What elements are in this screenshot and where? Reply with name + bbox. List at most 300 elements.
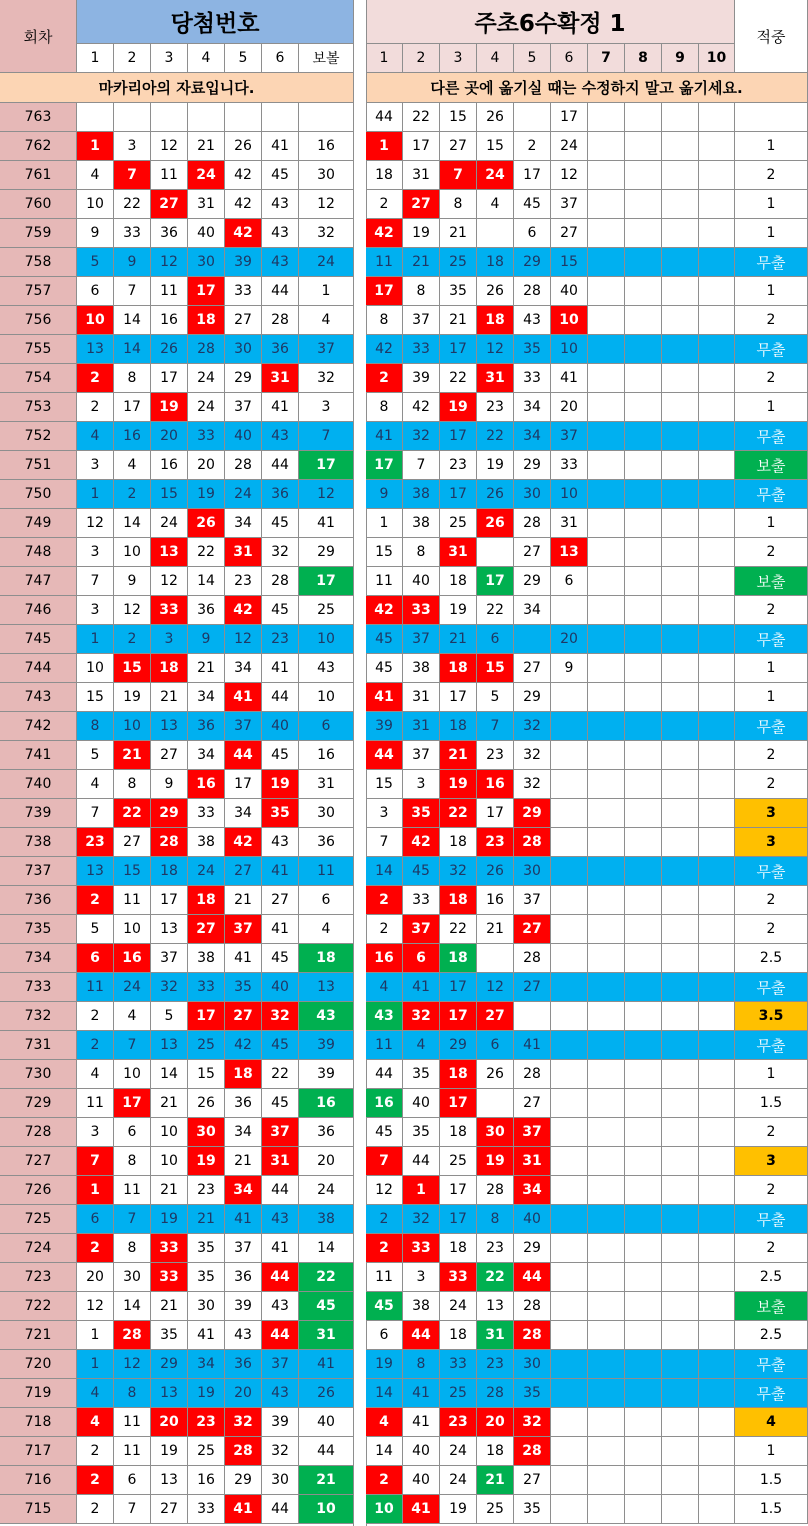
- winning-number-cell[interactable]: 13: [151, 1466, 188, 1495]
- winning-number-cell[interactable]: 12: [114, 1350, 151, 1379]
- winning-number-cell[interactable]: 44: [262, 277, 299, 306]
- pick-number-cell[interactable]: [588, 538, 625, 567]
- pick-number-cell[interactable]: 11: [366, 567, 403, 596]
- pick-number-cell[interactable]: 20: [551, 393, 588, 422]
- pick-number-cell[interactable]: [625, 915, 662, 944]
- winning-number-cell[interactable]: 17: [151, 886, 188, 915]
- pick-number-cell[interactable]: [662, 973, 699, 1002]
- pick-number-cell[interactable]: 2: [366, 1466, 403, 1495]
- winning-number-cell[interactable]: 3: [77, 1118, 114, 1147]
- winning-number-cell[interactable]: 2: [77, 1466, 114, 1495]
- pick-number-cell[interactable]: [625, 1205, 662, 1234]
- winning-number-cell[interactable]: 26: [188, 1089, 225, 1118]
- round-cell[interactable]: 750: [0, 480, 77, 509]
- hit-result-cell[interactable]: 무출: [735, 1379, 808, 1408]
- pick-number-cell[interactable]: 42: [403, 393, 440, 422]
- pick-number-cell[interactable]: [588, 509, 625, 538]
- pick-number-cell[interactable]: 29: [514, 567, 551, 596]
- pick-number-cell[interactable]: [625, 335, 662, 364]
- pick-number-cell[interactable]: [662, 1031, 699, 1060]
- pick-number-cell[interactable]: [699, 1060, 735, 1089]
- pick-number-cell[interactable]: 21: [477, 915, 514, 944]
- winning-number-cell[interactable]: 2: [77, 886, 114, 915]
- winning-number-cell[interactable]: 30: [188, 248, 225, 277]
- winning-number-cell[interactable]: 14: [188, 567, 225, 596]
- pick-number-cell[interactable]: 43: [514, 306, 551, 335]
- winning-number-cell[interactable]: 8: [114, 1379, 151, 1408]
- pick-number-cell[interactable]: 17: [551, 103, 588, 132]
- pick-number-cell[interactable]: [625, 393, 662, 422]
- pick-number-cell[interactable]: [662, 1437, 699, 1466]
- winning-number-cell[interactable]: 21: [114, 741, 151, 770]
- pick-number-cell[interactable]: [514, 625, 551, 654]
- winning-number-cell[interactable]: 43: [225, 1321, 262, 1350]
- bonus-number-cell[interactable]: 17: [299, 451, 354, 480]
- pick-number-cell[interactable]: [699, 712, 735, 741]
- winning-number-cell[interactable]: 3: [151, 625, 188, 654]
- bonus-number-cell[interactable]: 10: [299, 625, 354, 654]
- winning-number-cell[interactable]: 44: [262, 1495, 299, 1524]
- bonus-number-cell[interactable]: 24: [299, 248, 354, 277]
- bonus-number-cell[interactable]: 36: [299, 828, 354, 857]
- round-cell[interactable]: 719: [0, 1379, 77, 1408]
- winning-number-cell[interactable]: 12: [151, 248, 188, 277]
- pick-number-cell[interactable]: [588, 741, 625, 770]
- pick-number-cell[interactable]: 44: [514, 1263, 551, 1292]
- pick-number-cell[interactable]: [699, 799, 735, 828]
- pick-number-cell[interactable]: [551, 944, 588, 973]
- pick-number-cell[interactable]: 41: [403, 1379, 440, 1408]
- winning-number-cell[interactable]: 26: [188, 509, 225, 538]
- pick-number-cell[interactable]: [699, 1089, 735, 1118]
- round-cell[interactable]: 742: [0, 712, 77, 741]
- pick-number-cell[interactable]: [699, 886, 735, 915]
- round-cell[interactable]: 726: [0, 1176, 77, 1205]
- bonus-number-cell[interactable]: 16: [299, 1089, 354, 1118]
- round-cell[interactable]: 757: [0, 277, 77, 306]
- pick-number-cell[interactable]: 12: [477, 335, 514, 364]
- pick-number-cell[interactable]: 41: [366, 683, 403, 712]
- note-left[interactable]: 마카리아의 자료입니다.: [0, 73, 354, 103]
- pick-number-cell[interactable]: 6: [551, 567, 588, 596]
- pick-number-cell[interactable]: 17: [440, 973, 477, 1002]
- round-cell[interactable]: 716: [0, 1466, 77, 1495]
- winning-number-cell[interactable]: 37: [225, 915, 262, 944]
- round-cell[interactable]: 738: [0, 828, 77, 857]
- pick-number-cell[interactable]: 42: [366, 596, 403, 625]
- pick-number-cell[interactable]: [588, 1002, 625, 1031]
- pick-number-cell[interactable]: [662, 625, 699, 654]
- pick-number-cell[interactable]: [551, 915, 588, 944]
- pick-number-cell[interactable]: [699, 364, 735, 393]
- winning-number-cell[interactable]: 6: [77, 944, 114, 973]
- hit-result-cell[interactable]: 2: [735, 364, 808, 393]
- pick-number-cell[interactable]: 37: [403, 306, 440, 335]
- pick-number-cell[interactable]: 29: [440, 1031, 477, 1060]
- pick-number-cell[interactable]: 31: [514, 1147, 551, 1176]
- pick-number-cell[interactable]: [625, 828, 662, 857]
- hit-result-cell[interactable]: 무출: [735, 712, 808, 741]
- bonus-number-cell[interactable]: 18: [299, 944, 354, 973]
- winning-number-cell[interactable]: 45: [262, 944, 299, 973]
- hit-result-cell[interactable]: 무출: [735, 335, 808, 364]
- pick-number-cell[interactable]: [625, 538, 662, 567]
- winning-number-cell[interactable]: 31: [262, 1147, 299, 1176]
- winning-number-cell[interactable]: 17: [225, 770, 262, 799]
- hit-result-cell[interactable]: 1: [735, 393, 808, 422]
- winning-number-cell[interactable]: 11: [77, 973, 114, 1002]
- winning-number-cell[interactable]: 9: [77, 219, 114, 248]
- pick-number-cell[interactable]: [699, 1437, 735, 1466]
- winning-number-cell[interactable]: 2: [77, 393, 114, 422]
- pick-number-cell[interactable]: 40: [403, 567, 440, 596]
- pick-number-cell[interactable]: 9: [551, 654, 588, 683]
- winning-number-cell[interactable]: 8: [114, 1234, 151, 1263]
- pick-number-cell[interactable]: 18: [440, 886, 477, 915]
- winning-number-cell[interactable]: 45: [262, 596, 299, 625]
- bonus-number-cell[interactable]: 20: [299, 1147, 354, 1176]
- winning-number-cell[interactable]: 41: [262, 915, 299, 944]
- pick-number-cell[interactable]: 33: [403, 1234, 440, 1263]
- pick-number-cell[interactable]: 18: [440, 1118, 477, 1147]
- pick-number-cell[interactable]: 33: [514, 364, 551, 393]
- pick-number-cell[interactable]: [588, 596, 625, 625]
- winning-number-cell[interactable]: 41: [225, 1495, 262, 1524]
- winning-number-cell[interactable]: 13: [151, 915, 188, 944]
- winning-number-cell[interactable]: 34: [225, 1118, 262, 1147]
- winning-number-cell[interactable]: 16: [114, 422, 151, 451]
- winning-number-cell[interactable]: 20: [151, 1408, 188, 1437]
- winning-number-cell[interactable]: 28: [225, 1437, 262, 1466]
- winning-number-cell[interactable]: 24: [188, 364, 225, 393]
- hit-result-cell[interactable]: 무출: [735, 625, 808, 654]
- hit-result-cell[interactable]: 2: [735, 538, 808, 567]
- pick-number-cell[interactable]: 18: [366, 161, 403, 190]
- round-cell[interactable]: 739: [0, 799, 77, 828]
- hit-result-cell[interactable]: 1: [735, 219, 808, 248]
- pick-number-cell[interactable]: 6: [477, 1031, 514, 1060]
- round-header[interactable]: 회차: [0, 0, 77, 73]
- pick-number-cell[interactable]: 41: [551, 364, 588, 393]
- hit-result-cell[interactable]: 2: [735, 770, 808, 799]
- pick-number-cell[interactable]: [699, 480, 735, 509]
- pick-number-cell[interactable]: [588, 828, 625, 857]
- winning-number-cell[interactable]: 24: [188, 393, 225, 422]
- pick-number-cell[interactable]: [625, 422, 662, 451]
- hit-result-cell[interactable]: 2: [735, 306, 808, 335]
- round-cell[interactable]: 735: [0, 915, 77, 944]
- winning-number-cell[interactable]: 10: [77, 190, 114, 219]
- winning-number-cell[interactable]: 26: [151, 335, 188, 364]
- note-right[interactable]: 다른 곳에 옮기실 때는 수정하지 말고 옮기세요.: [366, 73, 808, 103]
- pick-number-cell[interactable]: [625, 857, 662, 886]
- pick-number-cell[interactable]: 7: [403, 451, 440, 480]
- winning-number-cell[interactable]: 13: [77, 857, 114, 886]
- winning-number-cell[interactable]: 33: [114, 219, 151, 248]
- hit-result-cell[interactable]: 3: [735, 828, 808, 857]
- pick-number-cell[interactable]: [625, 1031, 662, 1060]
- winning-number-cell[interactable]: 30: [225, 335, 262, 364]
- pick-number-cell[interactable]: 41: [403, 1495, 440, 1524]
- winning-number-cell[interactable]: 36: [188, 712, 225, 741]
- winning-number-cell[interactable]: 4: [114, 451, 151, 480]
- pick-number-cell[interactable]: [699, 306, 735, 335]
- winning-number-cell[interactable]: [114, 103, 151, 132]
- winning-number-cell[interactable]: 23: [188, 1408, 225, 1437]
- pick-number-cell[interactable]: [699, 248, 735, 277]
- pick-number-cell[interactable]: 28: [514, 1060, 551, 1089]
- pick-number-cell[interactable]: 33: [403, 886, 440, 915]
- winning-number-cell[interactable]: 9: [114, 567, 151, 596]
- bonus-number-cell[interactable]: 10: [299, 683, 354, 712]
- pick-number-cell[interactable]: 29: [514, 248, 551, 277]
- pick-number-cell[interactable]: [662, 1118, 699, 1147]
- winning-number-cell[interactable]: 2: [77, 1495, 114, 1524]
- pick-number-cell[interactable]: [662, 1060, 699, 1089]
- pick-number-cell[interactable]: 22: [440, 799, 477, 828]
- pick-number-cell[interactable]: 40: [403, 1466, 440, 1495]
- pick-number-cell[interactable]: [588, 1437, 625, 1466]
- pick-number-cell[interactable]: 35: [514, 335, 551, 364]
- bonus-number-cell[interactable]: 13: [299, 973, 354, 1002]
- pick-number-cell[interactable]: 28: [514, 509, 551, 538]
- bonus-number-cell[interactable]: 12: [299, 190, 354, 219]
- round-cell[interactable]: 720: [0, 1350, 77, 1379]
- pick-col-5[interactable]: 5: [514, 44, 551, 73]
- pick-number-cell[interactable]: [588, 712, 625, 741]
- pick-number-cell[interactable]: 25: [440, 1379, 477, 1408]
- pick-number-cell[interactable]: [625, 625, 662, 654]
- pick-number-cell[interactable]: [662, 422, 699, 451]
- pick-number-cell[interactable]: [699, 1408, 735, 1437]
- winning-number-cell[interactable]: 5: [77, 741, 114, 770]
- pick-number-cell[interactable]: [625, 364, 662, 393]
- pick-number-cell[interactable]: [625, 799, 662, 828]
- pick-number-cell[interactable]: 8: [366, 306, 403, 335]
- winning-number-cell[interactable]: 42: [225, 161, 262, 190]
- round-cell[interactable]: 731: [0, 1031, 77, 1060]
- pick-number-cell[interactable]: [588, 306, 625, 335]
- pick-number-cell[interactable]: 27: [514, 654, 551, 683]
- winning-number-cell[interactable]: 37: [151, 944, 188, 973]
- pick-number-cell[interactable]: 2: [366, 1205, 403, 1234]
- pick-number-cell[interactable]: 28: [477, 1379, 514, 1408]
- pick-number-cell[interactable]: [662, 828, 699, 857]
- hit-result-cell[interactable]: 3.5: [735, 1002, 808, 1031]
- winning-number-cell[interactable]: 15: [114, 654, 151, 683]
- winning-number-cell[interactable]: 27: [225, 306, 262, 335]
- pick-number-cell[interactable]: 21: [440, 625, 477, 654]
- winning-number-cell[interactable]: 24: [188, 161, 225, 190]
- pick-col-3[interactable]: 3: [440, 44, 477, 73]
- winning-col-3[interactable]: 3: [151, 44, 188, 73]
- pick-number-cell[interactable]: [699, 103, 735, 132]
- pick-number-cell[interactable]: 19: [440, 393, 477, 422]
- pick-number-cell[interactable]: [625, 567, 662, 596]
- pick-number-cell[interactable]: 3: [366, 799, 403, 828]
- hit-result-cell[interactable]: 2: [735, 741, 808, 770]
- winning-number-cell[interactable]: 8: [114, 770, 151, 799]
- winning-number-cell[interactable]: 12: [151, 567, 188, 596]
- pick-number-cell[interactable]: [588, 1379, 625, 1408]
- pick-number-cell[interactable]: 6: [366, 1321, 403, 1350]
- pick-number-cell[interactable]: 17: [366, 277, 403, 306]
- pick-number-cell[interactable]: [551, 828, 588, 857]
- pick-number-cell[interactable]: [551, 1321, 588, 1350]
- bonus-number-cell[interactable]: 43: [299, 1002, 354, 1031]
- winning-number-cell[interactable]: 31: [262, 364, 299, 393]
- winning-number-cell[interactable]: 35: [188, 1263, 225, 1292]
- pick-number-cell[interactable]: [588, 799, 625, 828]
- hit-result-cell[interactable]: 2: [735, 1176, 808, 1205]
- winning-number-cell[interactable]: 28: [225, 451, 262, 480]
- winning-number-cell[interactable]: 19: [262, 770, 299, 799]
- pick-number-cell[interactable]: [662, 1263, 699, 1292]
- pick-number-cell[interactable]: 28: [514, 1437, 551, 1466]
- winning-number-cell[interactable]: 41: [262, 132, 299, 161]
- pick-number-cell[interactable]: [662, 770, 699, 799]
- hit-result-cell[interactable]: 무출: [735, 1205, 808, 1234]
- round-cell[interactable]: 734: [0, 944, 77, 973]
- pick-number-cell[interactable]: 21: [440, 219, 477, 248]
- pick-number-cell[interactable]: [699, 422, 735, 451]
- winning-number-cell[interactable]: 44: [225, 741, 262, 770]
- winning-number-cell[interactable]: 34: [188, 683, 225, 712]
- pick-number-cell[interactable]: [588, 1495, 625, 1524]
- pick-number-cell[interactable]: [662, 509, 699, 538]
- pick-number-cell[interactable]: 2: [366, 886, 403, 915]
- bonus-number-cell[interactable]: 16: [299, 132, 354, 161]
- winning-number-cell[interactable]: 19: [151, 1437, 188, 1466]
- bonus-number-cell[interactable]: 30: [299, 799, 354, 828]
- winning-number-cell[interactable]: 42: [225, 828, 262, 857]
- pick-number-cell[interactable]: [699, 973, 735, 1002]
- round-cell[interactable]: 761: [0, 161, 77, 190]
- pick-title[interactable]: 주초6수확정 1: [366, 0, 735, 44]
- winning-number-cell[interactable]: 6: [114, 1466, 151, 1495]
- pick-number-cell[interactable]: 7: [366, 828, 403, 857]
- winning-number-cell[interactable]: 22: [114, 190, 151, 219]
- winning-number-cell[interactable]: 21: [151, 1176, 188, 1205]
- pick-number-cell[interactable]: 26: [477, 1060, 514, 1089]
- pick-number-cell[interactable]: 2: [366, 1234, 403, 1263]
- pick-number-cell[interactable]: [699, 277, 735, 306]
- round-cell[interactable]: 744: [0, 654, 77, 683]
- pick-number-cell[interactable]: 17: [440, 1002, 477, 1031]
- pick-number-cell[interactable]: 34: [514, 393, 551, 422]
- winning-number-cell[interactable]: 24: [188, 857, 225, 886]
- pick-number-cell[interactable]: 30: [477, 1118, 514, 1147]
- round-cell[interactable]: 752: [0, 422, 77, 451]
- bonus-number-cell[interactable]: 30: [299, 161, 354, 190]
- hit-result-cell[interactable]: 2: [735, 161, 808, 190]
- pick-number-cell[interactable]: 8: [477, 1205, 514, 1234]
- winning-number-cell[interactable]: 8: [114, 364, 151, 393]
- round-cell[interactable]: 741: [0, 741, 77, 770]
- pick-number-cell[interactable]: 12: [477, 973, 514, 1002]
- pick-number-cell[interactable]: 16: [366, 1089, 403, 1118]
- pick-number-cell[interactable]: [625, 277, 662, 306]
- winning-number-cell[interactable]: 4: [77, 1408, 114, 1437]
- pick-number-cell[interactable]: [588, 1147, 625, 1176]
- pick-number-cell[interactable]: 27: [440, 132, 477, 161]
- winning-number-cell[interactable]: 3: [77, 451, 114, 480]
- pick-number-cell[interactable]: [625, 654, 662, 683]
- hit-result-cell[interactable]: 1: [735, 509, 808, 538]
- winning-number-cell[interactable]: 44: [262, 1176, 299, 1205]
- pick-number-cell[interactable]: 42: [366, 335, 403, 364]
- bonus-number-cell[interactable]: 10: [299, 1495, 354, 1524]
- pick-number-cell[interactable]: 31: [551, 509, 588, 538]
- winning-number-cell[interactable]: 8: [114, 1147, 151, 1176]
- pick-number-cell[interactable]: [588, 915, 625, 944]
- pick-number-cell[interactable]: [699, 190, 735, 219]
- pick-col-8[interactable]: 8: [625, 44, 662, 73]
- hit-result-cell[interactable]: 2.5: [735, 944, 808, 973]
- pick-number-cell[interactable]: [625, 944, 662, 973]
- winning-number-cell[interactable]: 19: [188, 480, 225, 509]
- pick-number-cell[interactable]: [588, 1031, 625, 1060]
- pick-number-cell[interactable]: [699, 1234, 735, 1263]
- winning-number-cell[interactable]: 4: [77, 1379, 114, 1408]
- pick-number-cell[interactable]: [551, 1118, 588, 1147]
- pick-number-cell[interactable]: [551, 1350, 588, 1379]
- winning-number-cell[interactable]: 39: [225, 248, 262, 277]
- pick-number-cell[interactable]: 37: [403, 625, 440, 654]
- pick-number-cell[interactable]: 8: [366, 393, 403, 422]
- winning-number-cell[interactable]: 31: [225, 538, 262, 567]
- pick-number-cell[interactable]: 18: [440, 654, 477, 683]
- winning-number-cell[interactable]: 15: [77, 683, 114, 712]
- winning-number-cell[interactable]: 16: [188, 770, 225, 799]
- winning-number-cell[interactable]: 1: [77, 132, 114, 161]
- pick-number-cell[interactable]: [625, 1147, 662, 1176]
- pick-number-cell[interactable]: [625, 886, 662, 915]
- pick-number-cell[interactable]: 17: [477, 567, 514, 596]
- hit-result-cell[interactable]: 1.5: [735, 1089, 808, 1118]
- hit-result-cell[interactable]: 무출: [735, 857, 808, 886]
- pick-number-cell[interactable]: 10: [551, 335, 588, 364]
- winning-number-cell[interactable]: 2: [77, 1234, 114, 1263]
- pick-number-cell[interactable]: [699, 596, 735, 625]
- pick-number-cell[interactable]: 17: [440, 683, 477, 712]
- winning-number-cell[interactable]: 13: [151, 712, 188, 741]
- pick-number-cell[interactable]: 18: [440, 567, 477, 596]
- winning-number-cell[interactable]: 34: [188, 741, 225, 770]
- pick-number-cell[interactable]: [699, 915, 735, 944]
- winning-number-cell[interactable]: 11: [114, 1408, 151, 1437]
- winning-number-cell[interactable]: 33: [188, 422, 225, 451]
- winning-number-cell[interactable]: 7: [114, 161, 151, 190]
- hit-header[interactable]: 적중: [735, 0, 808, 73]
- winning-number-cell[interactable]: 29: [225, 1466, 262, 1495]
- pick-number-cell[interactable]: [551, 1292, 588, 1321]
- pick-number-cell[interactable]: [699, 1118, 735, 1147]
- winning-number-cell[interactable]: 18: [151, 857, 188, 886]
- winning-number-cell[interactable]: 29: [151, 799, 188, 828]
- bonus-number-cell[interactable]: 4: [299, 915, 354, 944]
- pick-number-cell[interactable]: 27: [514, 1466, 551, 1495]
- pick-number-cell[interactable]: 29: [514, 451, 551, 480]
- winning-number-cell[interactable]: 27: [225, 857, 262, 886]
- pick-number-cell[interactable]: [662, 567, 699, 596]
- round-cell[interactable]: 763: [0, 103, 77, 132]
- winning-number-cell[interactable]: 1: [77, 1321, 114, 1350]
- pick-number-cell[interactable]: 18: [477, 1437, 514, 1466]
- pick-number-cell[interactable]: [662, 132, 699, 161]
- winning-number-cell[interactable]: 30: [262, 1466, 299, 1495]
- winning-number-cell[interactable]: 19: [114, 683, 151, 712]
